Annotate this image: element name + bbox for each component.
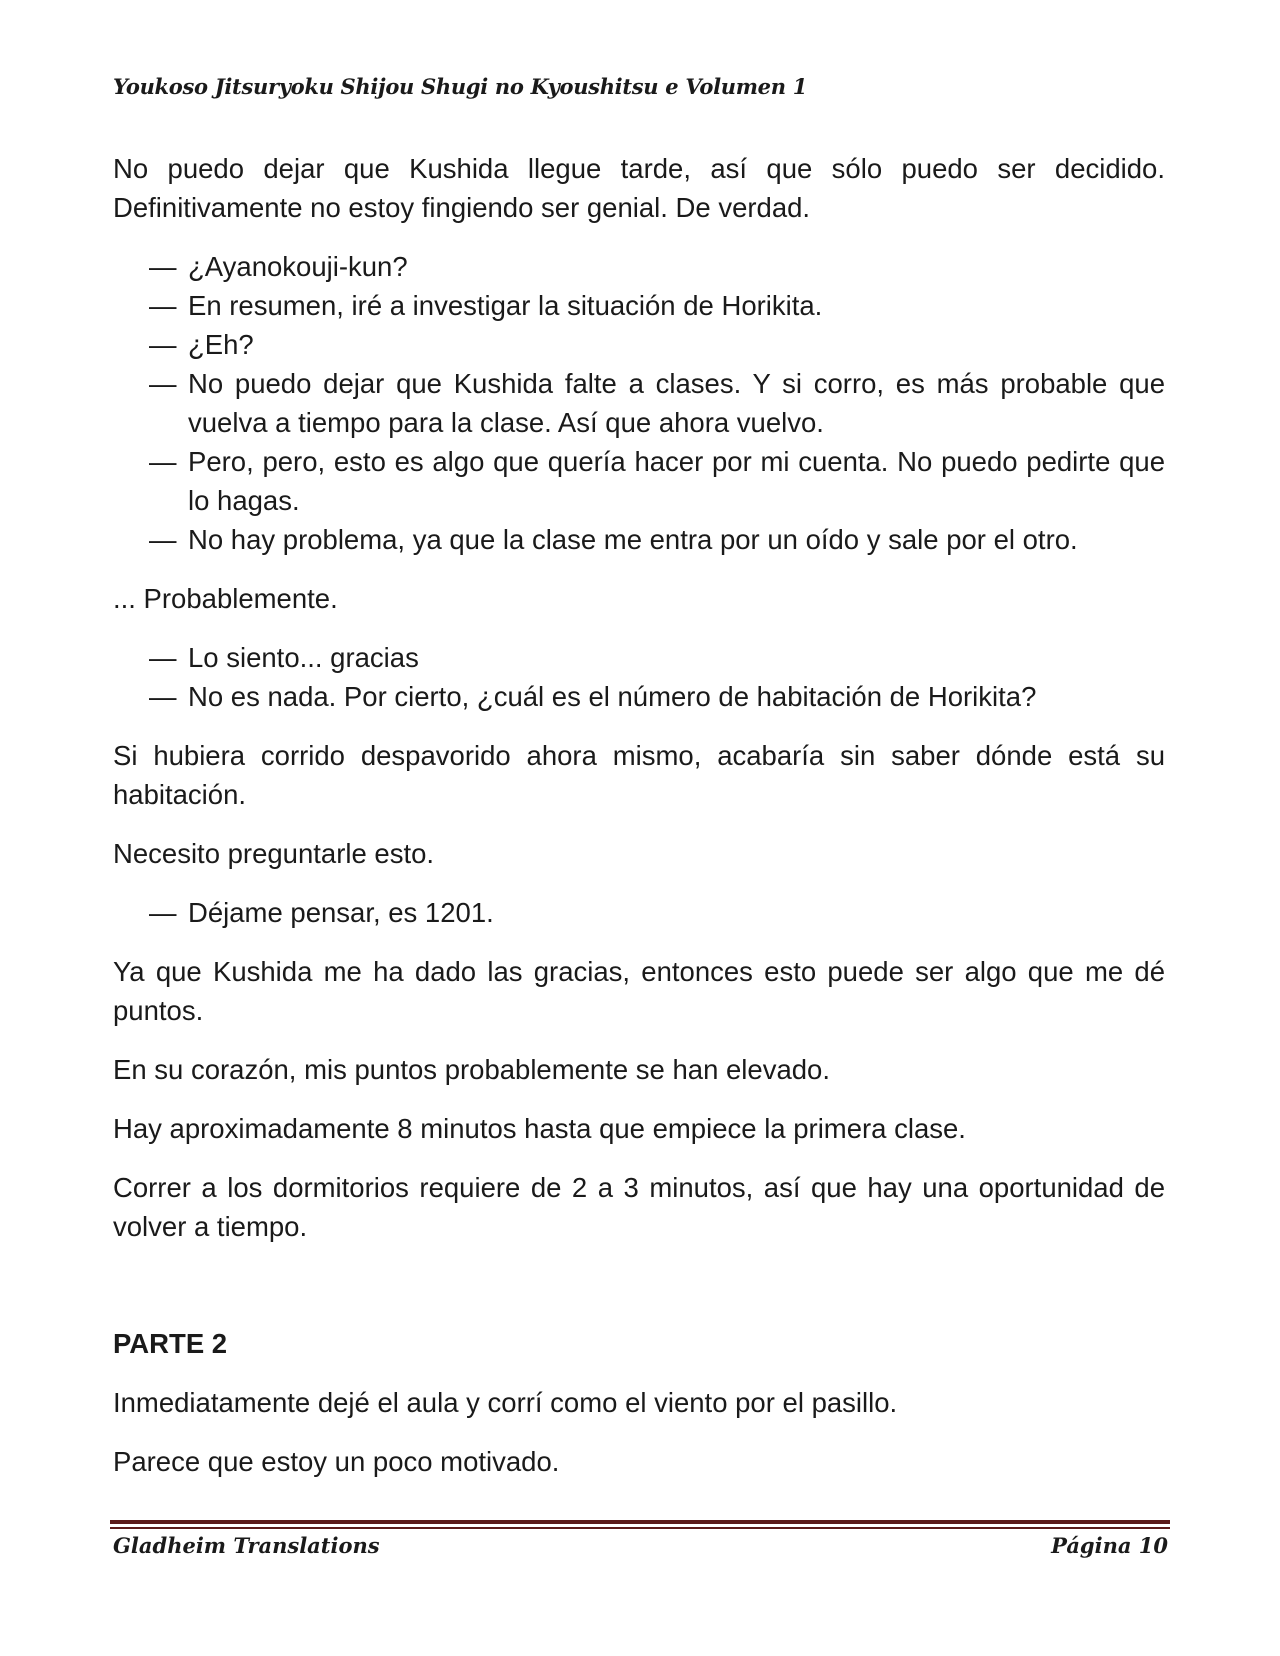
dialogue-line: — ¿Eh? bbox=[113, 325, 1165, 364]
dialogue-line: — Déjame pensar, es 1201. bbox=[113, 893, 1165, 932]
dialogue-line: — No hay problema, ya que la clase me entra por un oído y sale por el otro. bbox=[113, 520, 1165, 559]
dialogue-line: — En resumen, iré a investigar la situación de Horikita. bbox=[113, 286, 1165, 325]
dialogue-line: — ¿Ayanokouji-kun? bbox=[113, 247, 1165, 286]
paragraph: Necesito preguntarle esto. bbox=[113, 838, 435, 869]
dialogue-line: — Lo siento... gracias bbox=[113, 638, 1165, 677]
dialogue-block bbox=[113, 247, 1165, 559]
paragraph: En su corazón, mis puntos probablemente se han elevado. bbox=[113, 1054, 830, 1085]
em-dash: — bbox=[149, 251, 177, 282]
footer-divider-thin bbox=[110, 1527, 1170, 1529]
em-dash: — bbox=[149, 681, 177, 712]
paragraph: ... Probablemente. bbox=[113, 583, 338, 614]
dialogue-line: — No es nada. Por cierto, ¿cuál es el número de habitación de Horikita? bbox=[113, 677, 1165, 716]
section-spacer bbox=[113, 1266, 1165, 1324]
dialogue-line: — Pero, pero, esto es algo que quería hacer por mi cuenta. No puedo pedirte que lo hagas. bbox=[113, 442, 1165, 520]
dialogue-block bbox=[113, 893, 1165, 932]
paragraph: No puedo dejar que Kushida llegue tarde, así que sólo puedo ser decidido. Definitivamente no estoy fingiendo ser genial. De verdad. bbox=[113, 153, 1165, 223]
em-dash: — bbox=[149, 524, 177, 555]
em-dash: — bbox=[149, 446, 177, 477]
em-dash: — bbox=[149, 368, 177, 399]
section-heading: PARTE 2 bbox=[113, 1328, 228, 1359]
em-dash: — bbox=[149, 897, 177, 928]
paragraph: Ya que Kushida me ha dado las gracias, entonces esto puede ser algo que me dé puntos. bbox=[113, 956, 1165, 1026]
paragraph: Correr a los dormitorios requiere de 2 a 3 minutos, así que hay una oportunidad de volver a tiempo. bbox=[113, 1172, 1165, 1242]
page-content bbox=[113, 149, 1165, 1501]
dialogue-line: — No puedo dejar que Kushida falte a clases. Y si corro, es más probable que vuelva a tiempo para la clase. Así que ahora vuelvo. bbox=[113, 364, 1165, 442]
em-dash: — bbox=[149, 642, 177, 673]
paragraph: Si hubiera corrido despavorido ahora mismo, acabaría sin saber dónde está su habitación. bbox=[113, 740, 1165, 810]
running-header: Youkoso Jitsuryoku Shijou Shugi no Kyoushitsu e Volumen 1 bbox=[113, 74, 808, 99]
footer-credit: Gladheim Translations bbox=[113, 1533, 380, 1558]
dialogue-block bbox=[113, 638, 1165, 716]
paragraph: Parece que estoy un poco motivado. bbox=[113, 1446, 560, 1477]
paragraph: Hay aproximadamente 8 minutos hasta que empiece la primera clase. bbox=[113, 1113, 966, 1144]
paragraph: Inmediatamente dejé el aula y corrí como el viento por el pasillo. bbox=[113, 1387, 898, 1418]
footer-divider bbox=[110, 1520, 1170, 1524]
page-number: Página 10 bbox=[1051, 1533, 1168, 1558]
em-dash: — bbox=[149, 290, 177, 321]
em-dash: — bbox=[149, 329, 177, 360]
